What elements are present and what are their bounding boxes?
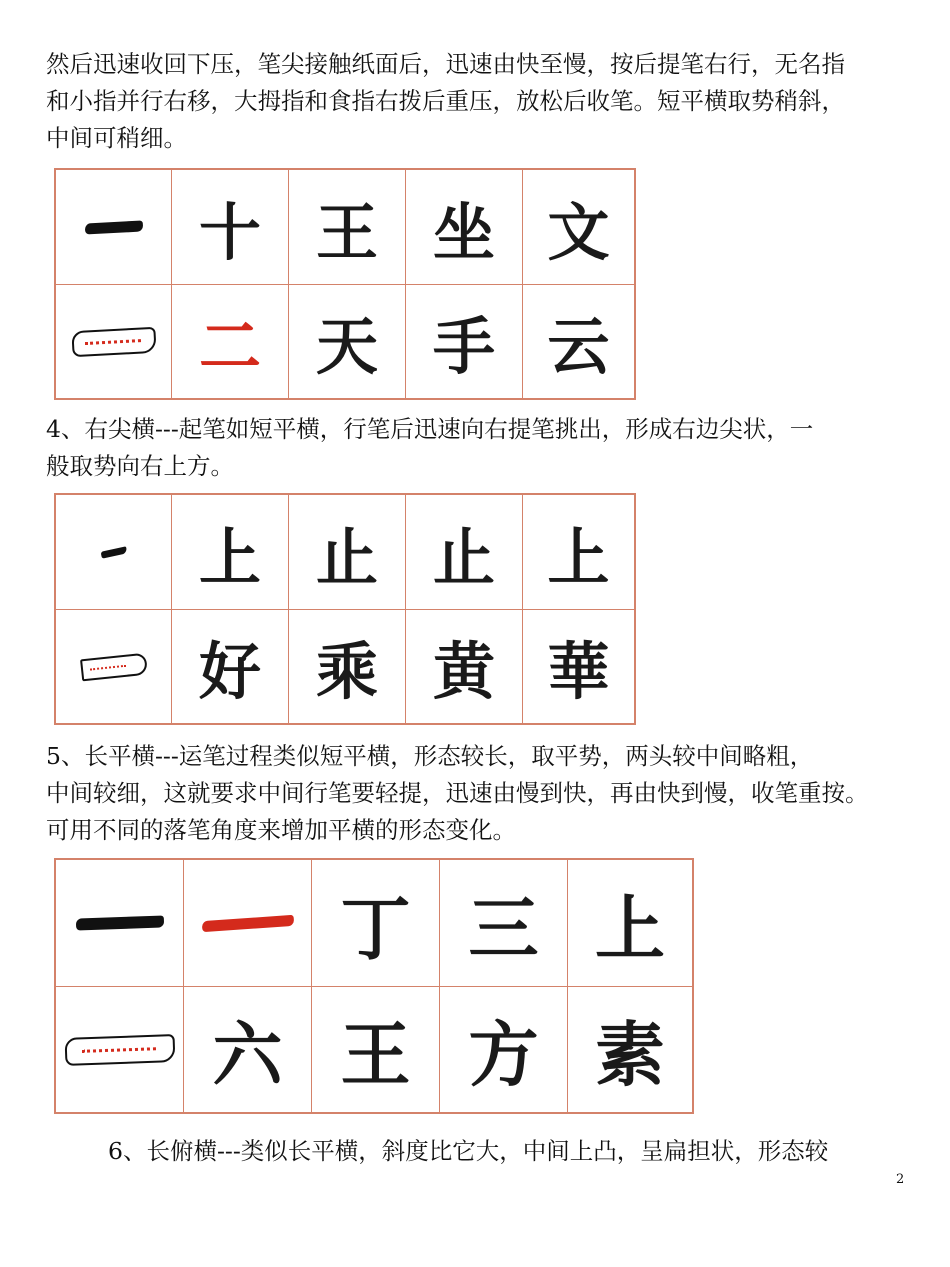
example-character: 止 bbox=[432, 520, 495, 594]
example-char-cell bbox=[523, 495, 634, 610]
example-character: 三 bbox=[468, 887, 539, 970]
paragraph-long-flat-horizontal bbox=[46, 738, 908, 849]
example-character: 王 bbox=[340, 1014, 411, 1096]
example-char-cell bbox=[184, 987, 312, 1112]
example-character: 手 bbox=[432, 310, 495, 383]
example-char-cell bbox=[406, 610, 523, 723]
example-character: 上 bbox=[595, 887, 665, 970]
example-character: 止 bbox=[315, 520, 378, 594]
page-number: 2 bbox=[896, 1172, 905, 1187]
example-char-cell bbox=[172, 285, 289, 398]
example-character: 二 bbox=[198, 310, 261, 383]
example-character: 黄 bbox=[432, 635, 495, 708]
brush-stroke-horizontal bbox=[84, 220, 142, 234]
stroke-outline-diagram bbox=[64, 1034, 175, 1066]
text-line: 中间可稍细。 bbox=[46, 124, 187, 152]
stroke-outline-cell bbox=[56, 987, 184, 1112]
example-char-cell bbox=[312, 860, 440, 987]
stroke-grid-right-pointed-horizontal bbox=[54, 493, 636, 725]
example-character: 乘 bbox=[315, 635, 378, 708]
example-char-cell bbox=[406, 170, 523, 285]
stroke-outline-diagram bbox=[80, 652, 148, 681]
paragraph-long-downward-horizontal bbox=[108, 1133, 908, 1170]
example-character: 文 bbox=[547, 195, 610, 269]
text-line: 4、右尖横---起笔如短平横，行笔后迅速向右提笔挑出，形成右边尖状，一 bbox=[46, 415, 814, 443]
example-char-cell bbox=[289, 495, 406, 610]
stroke-outline-cell bbox=[56, 285, 172, 398]
example-character: 好 bbox=[198, 635, 261, 708]
text-line: 可用不同的落笔角度来增加平横的形态变化。 bbox=[46, 816, 516, 844]
paragraph-right-pointed-horizontal bbox=[46, 411, 908, 485]
example-char-cell bbox=[406, 285, 523, 398]
text-line: 和小指并行右移，大拇指和食指右拨后重压，放松后收笔。短平横取势稍斜， bbox=[46, 87, 845, 115]
brush-stroke-horizontal-long bbox=[75, 915, 163, 930]
example-char-cell bbox=[406, 495, 523, 610]
example-character: 云 bbox=[547, 310, 610, 383]
example-char-cell bbox=[312, 987, 440, 1112]
example-character: 方 bbox=[468, 1014, 539, 1096]
stroke-grid-short-horizontal bbox=[54, 168, 636, 400]
example-stroke-cell bbox=[56, 170, 172, 285]
example-character: 王 bbox=[315, 195, 378, 269]
example-char-cell bbox=[568, 860, 692, 987]
example-character: 上 bbox=[198, 520, 261, 594]
example-char-cell bbox=[172, 495, 289, 610]
example-char-cell bbox=[440, 860, 568, 987]
text-line: 中间较细，这就要求中间行笔要轻提，迅速由慢到快，再由快到慢，收笔重按。 bbox=[46, 779, 869, 807]
brush-stroke-horizontal-long-red bbox=[201, 914, 294, 931]
text-line: 6、长俯横---类似长平横，斜度比它大，中间上凸，呈扁担状，形态较 bbox=[108, 1137, 829, 1165]
text-line: 然后迅速收回下压，笔尖接触纸面后，迅速由快至慢，按后提笔右行，无名指 bbox=[46, 50, 845, 78]
example-character: 十 bbox=[198, 195, 261, 269]
example-char-cell bbox=[172, 170, 289, 285]
example-character: 六 bbox=[212, 1014, 283, 1096]
example-stroke-cell bbox=[56, 860, 184, 987]
stroke-outline-cell bbox=[56, 610, 172, 723]
example-character: 上 bbox=[547, 520, 610, 594]
paragraph-short-horizontal bbox=[46, 46, 908, 157]
example-character: 天 bbox=[315, 310, 378, 383]
example-character: 華 bbox=[547, 635, 610, 708]
stroke-grid-long-flat-horizontal bbox=[54, 858, 694, 1114]
text-line: 5、长平横---运笔过程类似短平横，形态较长，取平势，两头较中间略粗， bbox=[46, 742, 814, 770]
example-char-cell bbox=[523, 170, 634, 285]
example-character: 素 bbox=[595, 1014, 665, 1096]
example-char-cell bbox=[172, 610, 289, 723]
example-char-cell bbox=[568, 987, 692, 1112]
example-stroke-cell bbox=[56, 495, 172, 610]
example-character: 丁 bbox=[340, 887, 411, 970]
example-stroke-cell bbox=[184, 860, 312, 987]
example-char-cell bbox=[289, 285, 406, 398]
brush-stroke-tip bbox=[100, 546, 127, 558]
example-character: 坐 bbox=[432, 195, 495, 269]
text-line: 般取势向右上方。 bbox=[46, 452, 234, 480]
example-char-cell bbox=[289, 170, 406, 285]
example-char-cell bbox=[523, 285, 634, 398]
stroke-outline-diagram bbox=[71, 326, 156, 356]
example-char-cell bbox=[523, 610, 634, 723]
example-char-cell bbox=[440, 987, 568, 1112]
example-char-cell bbox=[289, 610, 406, 723]
